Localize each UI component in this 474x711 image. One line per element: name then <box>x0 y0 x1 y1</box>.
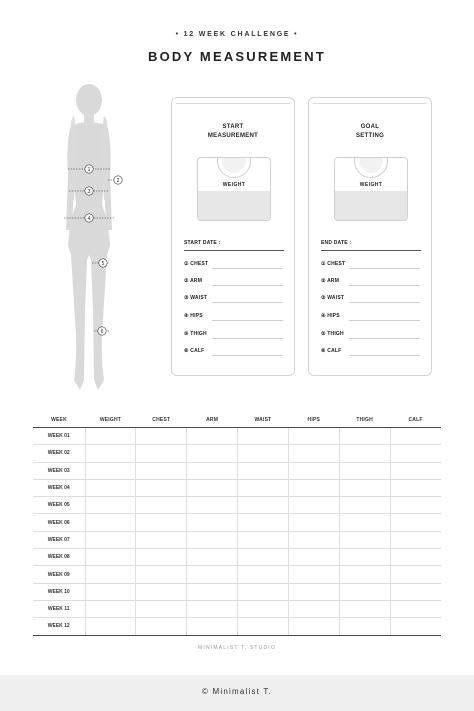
start-date-field[interactable] <box>184 250 284 251</box>
table-cell[interactable] <box>339 583 390 600</box>
table-cell[interactable] <box>288 462 339 479</box>
start-card-title-line2: MEASUREMENT <box>207 133 259 139</box>
table-cell[interactable] <box>288 566 339 583</box>
end-date-field[interactable] <box>321 250 421 251</box>
table-cell[interactable] <box>238 514 289 531</box>
goal-waist-field[interactable] <box>321 295 420 304</box>
table-cell[interactable] <box>238 583 289 600</box>
table-cell[interactable] <box>136 531 187 548</box>
col-header-weight: WEIGHT <box>85 413 136 428</box>
table-cell[interactable] <box>339 479 390 496</box>
table-header-row <box>33 413 441 428</box>
table-cell[interactable] <box>390 497 441 514</box>
goal-card-title-line2: SETTING <box>355 133 385 139</box>
ruler-edge <box>313 98 427 104</box>
table-cell[interactable] <box>339 497 390 514</box>
table-cell[interactable] <box>187 531 238 548</box>
goal-waist-label: ③ WAIST <box>321 295 345 301</box>
start-thigh-label: ⑤ THIGH <box>184 331 207 337</box>
week-label: WEEK 11 <box>33 600 85 617</box>
table-cell[interactable] <box>136 566 187 583</box>
weight-scale-icon <box>197 157 271 221</box>
table-cell[interactable] <box>85 462 136 479</box>
start-calf-field[interactable] <box>184 348 283 357</box>
goal-setting-card <box>308 97 432 376</box>
week-label: WEEK 06 <box>33 514 85 531</box>
table-cell[interactable] <box>339 618 390 635</box>
table-cell[interactable] <box>85 479 136 496</box>
table-cell[interactable] <box>288 479 339 496</box>
week-label: WEEK 02 <box>33 445 85 462</box>
col-header-hips: HIPS <box>288 413 339 428</box>
table-cell[interactable] <box>288 497 339 514</box>
table-cell[interactable] <box>288 531 339 548</box>
table-cell[interactable] <box>390 445 441 462</box>
table-cell[interactable] <box>339 514 390 531</box>
col-header-chest: CHEST <box>136 413 187 428</box>
start-waist-field[interactable] <box>184 295 283 304</box>
goal-chest-label: ① CHEST <box>321 261 346 267</box>
marker-label-6: 6 <box>100 328 104 335</box>
table-cell[interactable] <box>288 428 339 445</box>
goal-arm-field[interactable] <box>321 278 420 287</box>
week-label: WEEK 10 <box>33 583 85 600</box>
table-cell[interactable] <box>238 531 289 548</box>
table-cell[interactable] <box>390 549 441 566</box>
table-cell[interactable] <box>238 445 289 462</box>
table-row <box>33 514 441 531</box>
week-label: WEEK 09 <box>33 566 85 583</box>
table-cell[interactable] <box>238 479 289 496</box>
table-cell[interactable] <box>136 549 187 566</box>
goal-thigh-label: ⑤ THIGH <box>321 331 344 337</box>
footer-copyright: © Minimalist T. <box>202 687 272 696</box>
table-row <box>33 618 441 635</box>
table-cell[interactable] <box>339 600 390 617</box>
start-date-label: START DATE : <box>184 240 221 246</box>
table-cell[interactable] <box>136 600 187 617</box>
start-card-title-line1: START <box>222 124 244 130</box>
marker-label-1: 1 <box>87 166 91 173</box>
table-cell[interactable] <box>339 445 390 462</box>
table-cell[interactable] <box>288 549 339 566</box>
week-label: WEEK 08 <box>33 549 85 566</box>
table-row <box>33 462 441 479</box>
week-label: WEEK 12 <box>33 618 85 635</box>
scale-dial-icon <box>354 157 388 178</box>
table-cell[interactable] <box>85 600 136 617</box>
table-cell[interactable] <box>85 514 136 531</box>
ruler-edge <box>176 98 290 104</box>
goal-hips-field[interactable] <box>321 313 420 322</box>
marker-label-5: 5 <box>101 260 105 267</box>
start-arm-field[interactable] <box>184 278 283 287</box>
table-cell[interactable] <box>238 549 289 566</box>
table-row <box>33 549 441 566</box>
start-chest-field[interactable] <box>184 261 283 270</box>
table-cell[interactable] <box>136 479 187 496</box>
goal-thigh-field[interactable] <box>321 331 420 340</box>
marker-label-2: 2 <box>116 177 120 184</box>
table-cell[interactable] <box>390 514 441 531</box>
table-cell[interactable] <box>187 497 238 514</box>
table-cell[interactable] <box>136 497 187 514</box>
table-cell[interactable] <box>339 549 390 566</box>
goal-arm-label: ② ARM <box>321 278 340 284</box>
table-cell[interactable] <box>288 445 339 462</box>
table-cell[interactable] <box>288 583 339 600</box>
start-calf-label: ⑥ CALF <box>184 348 205 354</box>
start-measurement-card <box>171 97 295 376</box>
footer-bar <box>0 675 474 711</box>
table-row <box>33 566 441 583</box>
table-cell[interactable] <box>339 428 390 445</box>
table-cell[interactable] <box>187 566 238 583</box>
goal-weight-label: WEIGHT <box>359 182 383 188</box>
weekly-measurement-table <box>33 413 441 636</box>
start-arm-label: ② ARM <box>184 278 203 284</box>
week-label: WEEK 07 <box>33 531 85 548</box>
goal-calf-label: ⑥ CALF <box>321 348 342 354</box>
table-cell[interactable] <box>390 479 441 496</box>
table-cell[interactable] <box>288 600 339 617</box>
table-row <box>33 600 441 617</box>
table-cell[interactable] <box>390 462 441 479</box>
table-cell[interactable] <box>85 428 136 445</box>
table-cell[interactable] <box>187 549 238 566</box>
challenge-subtitle: • 12 WEEK CHALLENGE • <box>175 31 299 38</box>
week-label: WEEK 04 <box>33 479 85 496</box>
goal-card-title-line1: GOAL <box>360 124 380 130</box>
table-cell[interactable] <box>288 514 339 531</box>
table-cell[interactable] <box>136 514 187 531</box>
table-cell[interactable] <box>136 583 187 600</box>
goal-weight-input-area[interactable] <box>335 191 407 220</box>
table-cell[interactable] <box>187 479 238 496</box>
table-cell[interactable] <box>390 428 441 445</box>
table-cell[interactable] <box>390 583 441 600</box>
table-cell[interactable] <box>390 618 441 635</box>
col-header-thigh: THIGH <box>339 413 390 428</box>
goal-chest-field[interactable] <box>321 261 420 270</box>
table-cell[interactable] <box>85 549 136 566</box>
table-row <box>33 497 441 514</box>
body-silhouette-figure <box>44 80 134 392</box>
start-weight-input-area[interactable] <box>198 191 270 220</box>
goal-calf-field[interactable] <box>321 348 420 357</box>
goal-hips-label: ④ HIPS <box>321 313 340 319</box>
table-cell[interactable] <box>288 618 339 635</box>
table-cell[interactable] <box>136 618 187 635</box>
col-header-week: WEEK <box>33 413 85 428</box>
table-cell[interactable] <box>390 566 441 583</box>
table-cell[interactable] <box>187 445 238 462</box>
start-hips-field[interactable] <box>184 313 283 322</box>
week-label: WEEK 01 <box>33 428 85 445</box>
start-hips-label: ④ HIPS <box>184 313 203 319</box>
table-cell[interactable] <box>187 514 238 531</box>
table-cell[interactable] <box>238 618 289 635</box>
start-waist-label: ③ WAIST <box>184 295 208 301</box>
table-cell[interactable] <box>390 531 441 548</box>
table-cell[interactable] <box>187 428 238 445</box>
marker-label-3: 3 <box>87 188 91 195</box>
start-thigh-field[interactable] <box>184 331 283 340</box>
page-title <box>0 49 474 64</box>
table-row <box>33 479 441 496</box>
table-cell[interactable] <box>85 497 136 514</box>
table-cell[interactable] <box>85 583 136 600</box>
end-date-label: END DATE : <box>321 240 352 246</box>
week-label: WEEK 03 <box>33 462 85 479</box>
start-card-title <box>172 123 294 141</box>
table-cell[interactable] <box>339 566 390 583</box>
table-cell[interactable] <box>238 600 289 617</box>
scale-dial-icon <box>217 157 251 178</box>
studio-credit: MINIMALIST T. STUDIO <box>198 645 276 651</box>
start-chest-label: ① CHEST <box>184 261 209 267</box>
table-row <box>33 428 441 445</box>
table-cell[interactable] <box>238 566 289 583</box>
week-label: WEEK 05 <box>33 497 85 514</box>
table-row <box>33 583 441 600</box>
table-cell[interactable] <box>238 462 289 479</box>
weight-scale-icon <box>334 157 408 221</box>
page-title-text: BODY MEASUREMENT <box>148 49 326 64</box>
table-cell[interactable] <box>339 531 390 548</box>
table-cell[interactable] <box>187 618 238 635</box>
table-cell[interactable] <box>339 462 390 479</box>
table-cell[interactable] <box>390 600 441 617</box>
table-cell[interactable] <box>238 428 289 445</box>
table-cell[interactable] <box>85 618 136 635</box>
table-cell[interactable] <box>187 583 238 600</box>
goal-card-title <box>309 123 431 141</box>
table-cell[interactable] <box>85 566 136 583</box>
col-header-waist: WAIST <box>238 413 289 428</box>
table-cell[interactable] <box>187 600 238 617</box>
table-cell[interactable] <box>85 531 136 548</box>
col-header-calf: CALF <box>390 413 441 428</box>
table-cell[interactable] <box>136 445 187 462</box>
table-cell[interactable] <box>136 428 187 445</box>
table-cell[interactable] <box>85 445 136 462</box>
table-cell[interactable] <box>238 497 289 514</box>
start-weight-label: WEIGHT <box>222 182 246 188</box>
table-cell[interactable] <box>136 462 187 479</box>
table-row <box>33 445 441 462</box>
marker-label-4: 4 <box>87 215 91 222</box>
table-cell[interactable] <box>187 462 238 479</box>
table-row <box>33 531 441 548</box>
col-header-arm: ARM <box>187 413 238 428</box>
